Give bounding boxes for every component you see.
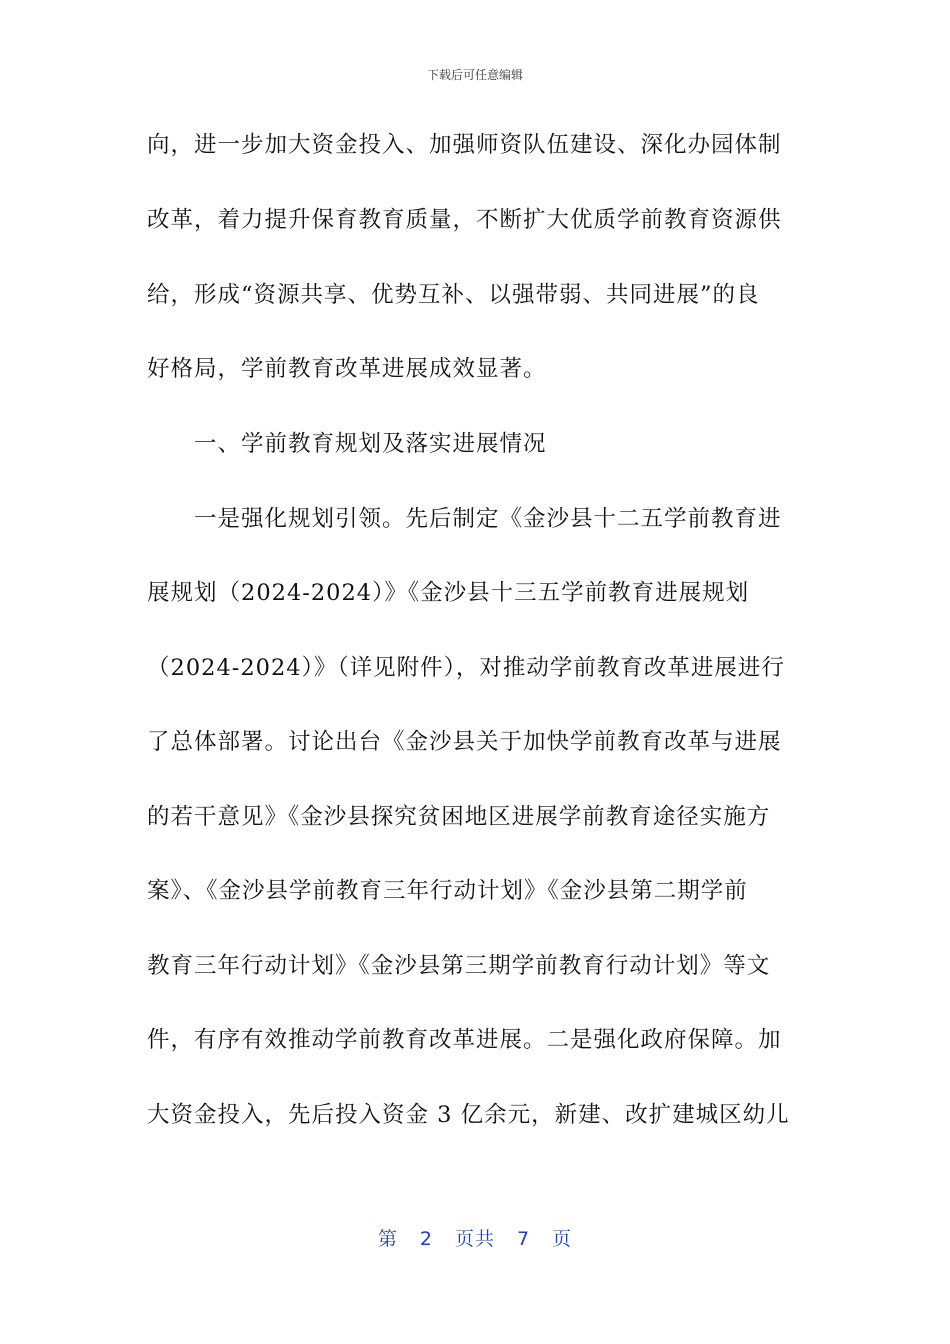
body-line: 好格局，学前教育改革进展成效显著。 xyxy=(147,356,547,382)
body-line: 教育三年行动计划》《金沙县第三期学前教育行动计划》等文 xyxy=(147,953,771,979)
body-line: 件，有序有效推动学前教育改革进展。二是强化政府保障。加 xyxy=(147,1027,782,1053)
body-line: 改革，着力提升保育教育质量，不断扩大优质学前教育资源供 xyxy=(147,207,782,233)
footer-prefix: 第 xyxy=(377,1228,398,1250)
current-page-number: 2 xyxy=(419,1228,433,1250)
footer-suffix: 页 xyxy=(552,1228,573,1250)
body-line: 一是强化规划引领。先后制定《金沙县十二五学前教育进 xyxy=(194,506,782,532)
footer-middle: 页共 xyxy=(454,1228,495,1250)
body-line: 展规划（2024-2024）》《金沙县十三五学前教育进展规划 xyxy=(147,580,750,606)
body-line: 案》、《金沙县学前教育三年行动计划》《金沙县第二期学前 xyxy=(147,878,748,904)
body-line: 了总体部署。讨论出台《金沙县关于加快学前教育改革与进展 xyxy=(147,729,782,755)
section-heading: 一、学前教育规划及落实进展情况 xyxy=(194,431,547,457)
body-line: 向，进一步加大资金投入、加强师资队伍建设、深化办园体制 xyxy=(147,132,782,158)
body-line: 的若干意见》《金沙县探究贫困地区进展学前教育途径实施方 xyxy=(147,804,771,830)
body-line: 给，形成“资源共享、优势互补、以强带弱、共同进展”的良 xyxy=(147,282,760,308)
page-number-footer xyxy=(0,1224,950,1251)
body-line: （2024-2024）》（详见附件），对推动学前教育改革进展进行 xyxy=(147,655,785,681)
header-note: 下载后可任意编辑 xyxy=(426,68,523,82)
body-line: 大资金投入，先后投入资金 3 亿余元，新建、改扩建城区幼儿 xyxy=(147,1102,790,1128)
total-pages-number: 7 xyxy=(517,1228,531,1250)
